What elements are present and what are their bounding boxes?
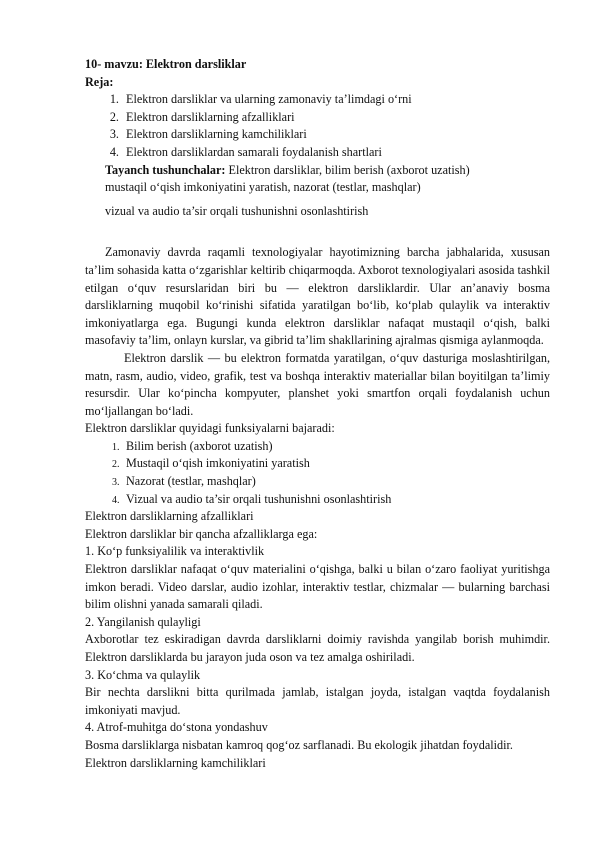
intro-paragraph: Zamonaviy davrda raqamli texnologiyalar hayotimizning barcha jabhalarida, xususan ta’lim sohasida katta o‘zgarishlar keltirib chiqarmoqda. Axborot texnologiyalari asosida tashkil etilgan o‘quv resurslaridan biri bu — elektron darsliklardir. Ular an’anaviy bosma darsliklarning muqobil ko‘rinishi sifatida yaratilgan bo‘lib, ko‘plab qulaylik va interaktiv imkoniyatlarga ega. Bugungi kunda elektron darsliklar nafaqat mustaqil o‘qish, balki masofaviy ta’lim, onlayn kurslar, va gibrid ta’lim shakllarining ajralmas qismiga aylanmoqda. bbox=[85, 245, 550, 348]
plan-item: 4. Elektron darsliklardan samarali foydalanish shartlari bbox=[122, 144, 550, 162]
plan-item: 1. Elektron darsliklar va ularning zamonaviy ta’limdagi o‘rni bbox=[122, 91, 550, 109]
advantage-text: Bosma darsliklarga nisbatan kamroq qog‘oz sarflanadi. Bu ekologik jihatdan foydalidir. bbox=[85, 737, 513, 752]
advantage-text: Bir nechta darslikni bitta qurilmada jamlab, istalgan joyda, istalgan vaqtda foydalanish imkoniyati mavjud. bbox=[85, 685, 550, 717]
plan-item: 2. Elektron darsliklarning afzalliklari bbox=[122, 109, 550, 127]
plan-list bbox=[85, 91, 550, 161]
key-terms-label: Tayanch tushunchalar: bbox=[105, 162, 226, 177]
function-item: 3. Nazorat (testlar, mashqlar) bbox=[122, 473, 550, 491]
advantage-heading: 4. Atrof-muhitga do‘stona yondashuv bbox=[85, 720, 268, 735]
plan-item: 3. Elektron darsliklarning kamchiliklari bbox=[122, 126, 550, 144]
plan-label: Reja: bbox=[85, 74, 114, 89]
key-terms-text-2: mustaqil o‘qish imkoniyatini yaratish, nazorat (testlar, mashqlar) bbox=[105, 180, 421, 195]
function-item: 4. Vizual va audio ta’sir orqali tushunishni osonlashtirish bbox=[122, 491, 550, 509]
advantage-heading: 2. Yangilanish qulayligi bbox=[85, 614, 201, 629]
advantages-heading: Elektron darsliklarning afzalliklari bbox=[85, 509, 254, 524]
advantage-heading: 1. Ko‘p funksiyalilik va interaktivlik bbox=[85, 544, 265, 559]
functions-intro: Elektron darsliklar quyidagi funksiyalarni bajaradi: bbox=[85, 421, 335, 436]
functions-list bbox=[85, 438, 550, 508]
key-terms-text-3: vizual va audio ta’sir orqali tushunishni osonlashtirish bbox=[105, 203, 369, 218]
function-item: 2. Mustaqil o‘qish imkoniyatini yaratish bbox=[122, 455, 550, 473]
spacer bbox=[85, 220, 550, 244]
advantages-intro: Elektron darsliklar bir qancha afzalliklarga ega: bbox=[85, 526, 318, 541]
function-item: 1. Bilim berish (axborot uzatish) bbox=[122, 438, 550, 456]
definition-paragraph: Elektron darslik — bu elektron formatda yaratilgan, o‘quv dasturiga moslashtirilgan, matn, rasm, audio, video, grafik, test va boshqa interaktiv materiallar bilan boyitilgan ta’limiy resursdir. Ular ko‘pincha kompyuter, planshet yoki smartfon orqali foydalanish uchun mo‘ljallangan bo‘ladi. bbox=[85, 350, 550, 418]
page-title: 10- mavzu: Elektron darsliklar bbox=[85, 57, 247, 71]
disadvantages-heading: Elektron darsliklarning kamchiliklari bbox=[85, 755, 266, 770]
key-terms bbox=[105, 162, 550, 221]
key-terms-text-1: Elektron darsliklar, bilim berish (axborot uzatish) bbox=[225, 162, 470, 177]
advantage-text: Axborotlar tez eskiradigan davrda darsliklarni doimiy ravishda yangilab borish muhimdir. Elektron darsliklarda bu jarayon juda oson va tez amalga oshiriladi. bbox=[85, 632, 550, 664]
advantage-text: Elektron darsliklar nafaqat o‘quv materialini o‘qishga, balki u bilan o‘zaro faoliyat yuritishga imkon beradi. Video darslar, audio izohlar, interaktiv testlar, chizmalar — bularning barchasi bilim olishni yanada samarali qiladi. bbox=[85, 562, 550, 612]
advantage-heading: 3. Ko‘chma va qulaylik bbox=[85, 667, 201, 682]
